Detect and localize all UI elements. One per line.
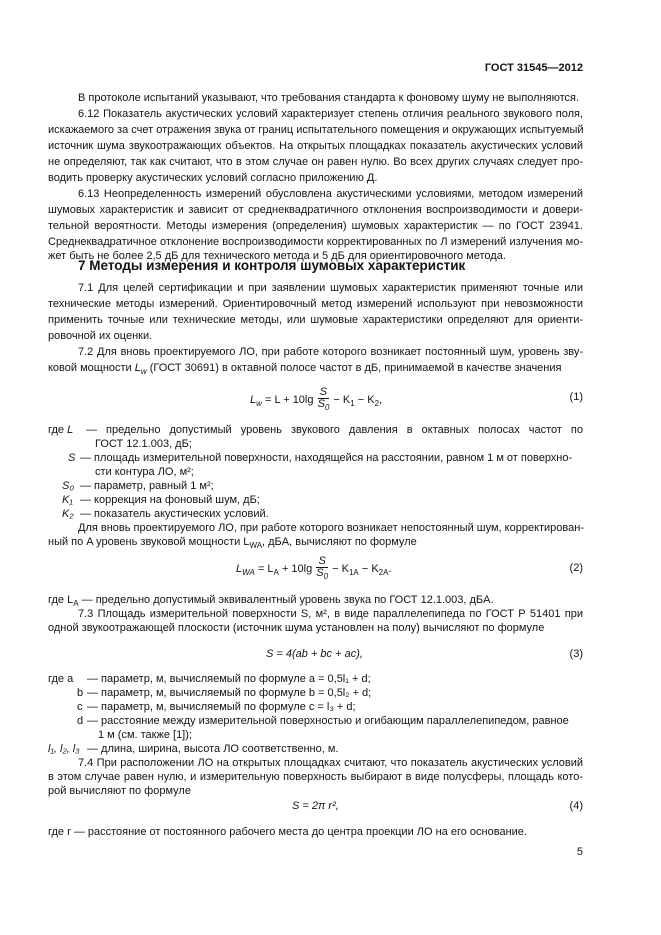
text-fragment: , дБA, вычисляют по формуле <box>262 536 417 548</box>
paragraph-line: в этом случае равен нулю, и измерительную поверхность выбирают в виде полусферы, площадь кото- <box>48 771 583 783</box>
paragraph-line: В протоколе испытаний указывают, что требования стандарта к фоновому шуму не выполняются. <box>78 92 580 104</box>
definition-symbol: S <box>68 452 76 464</box>
formula-subscript: 1 <box>350 399 355 409</box>
definition-symbol: c <box>77 701 83 713</box>
fraction-denominator: $S_0$ <box>316 567 329 582</box>
text-fragment: (ГОСТ 30691) в октавной полосе частот в дБ, принимаемой в качестве значения <box>149 362 562 374</box>
paragraph-line: тельной вероятности. Методы измерения (определения) шумовых характеристик — по ГОСТ 23941. <box>48 220 583 232</box>
formula-4: S = 2π r², <box>292 800 339 812</box>
paragraph-line: одной звукоотражающей плоскости (источник шума установлен на полу) вычисляют по формуле <box>48 622 545 634</box>
formula-subscript: 2 <box>374 399 380 409</box>
paragraph-line: где r — расстояние от постоянного рабочего места до центра проекции ЛО на его основание. <box>48 826 527 838</box>
paragraph-line <box>48 362 583 378</box>
definition-text: — параметр, м, вычисляемый по формуле a = 0,5l₁ + d; <box>87 673 371 685</box>
formula-text: − K <box>354 394 375 406</box>
formula-number: (2) <box>569 562 583 574</box>
formula-2 <box>236 556 392 582</box>
paragraph-line: 6.12 Показатель акустических условий характеризует степень отличия реального звукового поля, <box>78 108 583 120</box>
definition-text: — коррекция на фоновый шум, дБ; <box>80 494 260 506</box>
document-header: ГОСТ 31545—2012 <box>484 62 583 74</box>
formula-fraction <box>318 387 330 413</box>
formula-number: (1) <box>569 391 583 403</box>
section-title: 7 Методы измерения и контроля шумовых характеристик <box>78 258 466 273</box>
symbol-L: L <box>134 362 141 374</box>
paragraph-line: шумовых характеристик и зависит от среднеквадратичного отклонения воспроизводимости и довери- <box>48 204 583 216</box>
definition-text: — параметр, равный 1 м²; <box>80 480 214 492</box>
formula-fraction <box>316 556 328 582</box>
definition-text: — площадь измерительной поверхности, находящейся на расстоянии, равном 1 м от поверхно- <box>80 452 573 464</box>
formula-number: (4) <box>569 800 583 812</box>
definition-symbol: K₂ <box>62 508 74 520</box>
page-number: 5 <box>576 846 583 858</box>
formula-number: (3) <box>569 648 583 660</box>
definition-symbol: где a <box>48 673 74 685</box>
paragraph-line: рой вычисляют по формуле <box>48 785 191 797</box>
definition-text: сти контура ЛО, м²; <box>95 466 194 478</box>
formula-1 <box>250 387 382 413</box>
definition-symbol: l₁, l₂, l₃ <box>48 743 80 755</box>
definition-text: ГОСТ 12.1.003, дБ; <box>95 438 192 450</box>
formula-subscript: 2A <box>378 568 389 578</box>
formula-text: − K <box>332 563 349 575</box>
definition-text: — длина, ширина, высота ЛО соответственно, м. <box>87 743 339 755</box>
definition-text: 1 м (см. также [1]); <box>98 729 192 741</box>
text-fragment: ковой мощности <box>48 362 132 374</box>
formula-text: = L <box>257 563 274 575</box>
paragraph-line <box>48 536 583 552</box>
definition-text: — параметр, м, вычисляемый по формуле c = l₃ + d; <box>87 701 356 713</box>
formula-3: S = 4(ab + bc + ac), <box>266 648 363 660</box>
definition-symbol: b <box>77 687 84 699</box>
formula-symbol: L <box>236 563 243 575</box>
text-fragment: где L <box>48 594 74 606</box>
formula-text: . <box>388 563 392 575</box>
text-fragment: ный по A уровень звуковой мощности L <box>48 536 250 548</box>
paragraph-line: искажаемого за счет отражения звука от границ испытательного помещения и окружающих испытуемый <box>48 124 584 136</box>
formula-text: , <box>379 394 383 406</box>
definition-symbol: L <box>67 424 74 436</box>
formula-symbol: L <box>250 394 257 406</box>
paragraph-line: 6.13 Неопределенность измерений обусловлена акустическими условиями, методом измерений <box>78 188 583 200</box>
formula-text: = L + 10lg <box>264 394 314 406</box>
fraction-numerator: S <box>316 556 328 568</box>
text-subscript: WA <box>249 541 263 551</box>
definition-text: — расстояние между измерительной поверхностью и огибающим параллелепипедом, равное <box>87 715 569 727</box>
formula-text: − K <box>358 563 379 575</box>
paragraph-line: водить проверку акустических условий согласно приложению Д. <box>48 172 378 184</box>
definition-symbol: K₁ <box>62 494 73 506</box>
formula-text: + 10lg <box>278 563 313 575</box>
paragraph-line: 7.3 Площадь измерительной поверхности S, м², в виде параллелепипеда по ГОСТ Р 51401 при <box>78 608 583 620</box>
text-subscript: A <box>73 599 79 609</box>
formula-subscript: w <box>256 399 262 409</box>
paragraph-line: жет быть не более 2,5 дБ для технического метода и 5 дБ для ориентировочного метода. <box>48 250 506 262</box>
paragraph-line: источник шума звукоотражающих объектов. На открытых площадках показатель акустических условий <box>48 140 583 152</box>
definition-text: — предельно допустимый уровень звукового давления в октавных полосах частот по <box>86 424 583 436</box>
definition-row <box>48 424 73 437</box>
formula-subscript: WA <box>242 568 255 578</box>
paragraph-line: Для вновь проектируемого ЛО, при работе которого возникает непостоянный шум, корректирован- <box>78 522 584 534</box>
formula-subscript: A <box>273 568 279 578</box>
formula-subscript: 1A <box>348 568 359 578</box>
paragraph-line: технические методы измерений. Ориентировочный метод измерений используют при невозможности <box>48 298 583 310</box>
paragraph-line: Среднеквадратичное отклонение воспроизводимости корректированных по Л измерений излучения мо- <box>48 236 583 248</box>
definition-text: — параметр, м, вычисляемый по формуле b = 0,5l₂ + d; <box>87 687 372 699</box>
fraction-denominator: $S_0$ <box>317 398 330 413</box>
symbol-subscript: w <box>140 367 147 377</box>
paragraph-line: 7.2 Для вновь проектируемого ЛО, при работе которого возникает постоянный шум, уровень зву- <box>78 346 583 358</box>
formula-text: − K <box>333 394 351 406</box>
fraction-numerator: S <box>318 387 330 399</box>
paragraph-line: 7.4 При расположении ЛО на открытых площадках считают, что показатель акустических условий <box>78 757 583 769</box>
where-label: где <box>48 424 65 436</box>
definition-text: — показатель акустических условий. <box>80 508 269 520</box>
paragraph-line: ровочной их оценки. <box>48 330 153 342</box>
paragraph-line: 7.1 Для целей сертификации и при заявлении шумовых характеристик применяют точные или <box>78 282 583 294</box>
definition-symbol: S₀ <box>62 480 74 492</box>
text-fragment: — предельно допустимый эквивалентный уровень звука по ГОСТ 12.1.003, дБA. <box>81 594 494 606</box>
definition-symbol: d <box>77 715 84 727</box>
paragraph-line: применить точные или технические методы, или шумовые характеристики определяют для ориенти- <box>48 314 583 326</box>
paragraph-line: не определяют, так как считают, что в этом случае он равен нулю. Во всех других случаях следует про- <box>48 156 583 168</box>
